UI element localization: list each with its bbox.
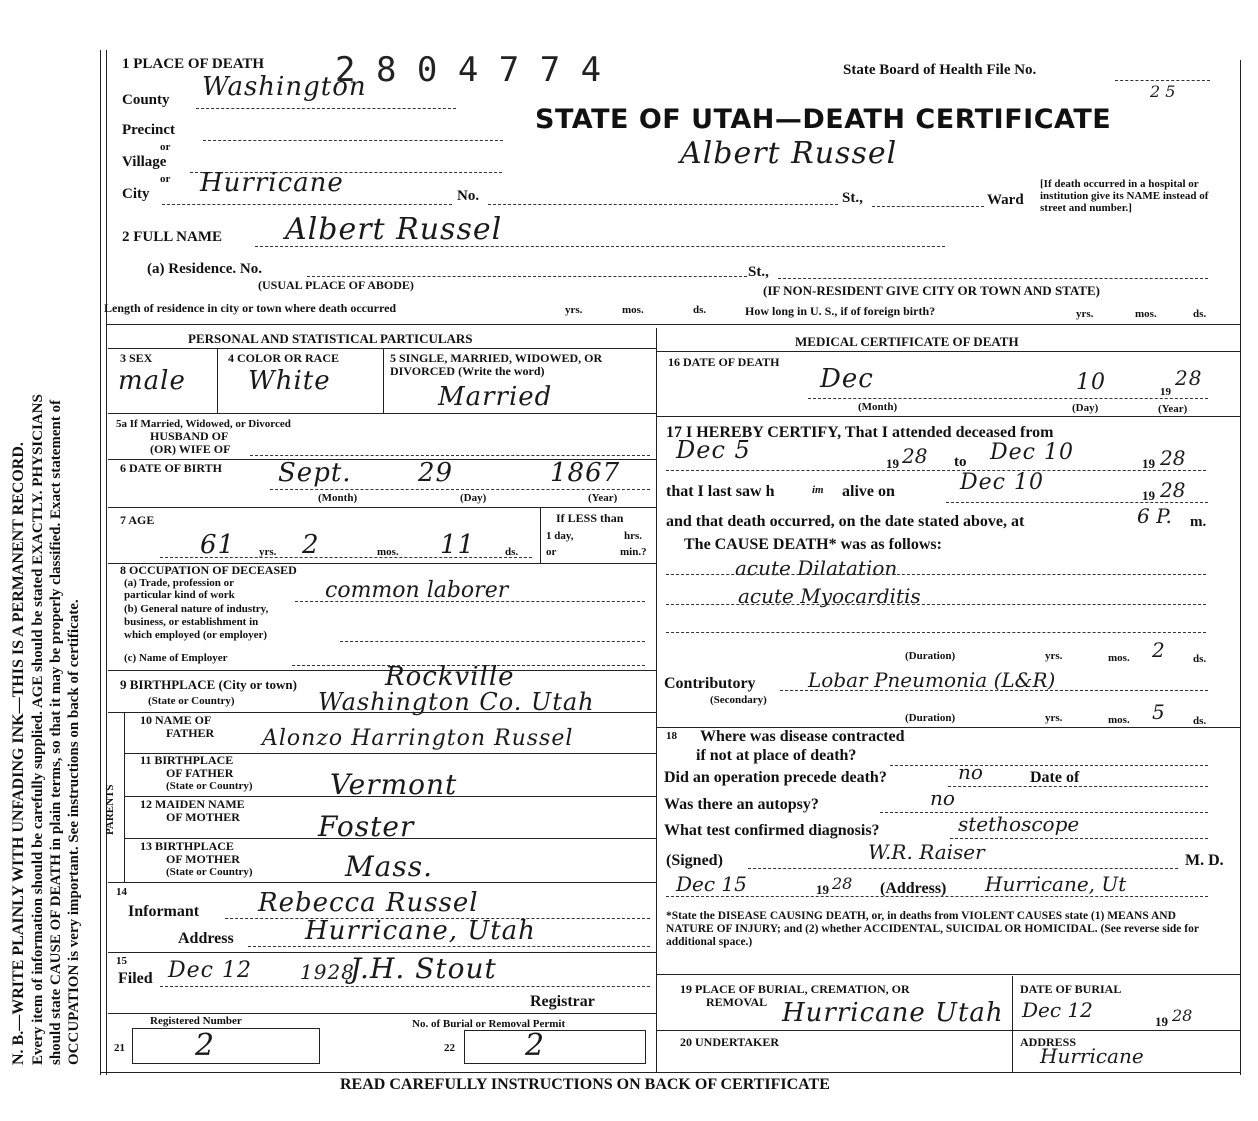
informant-label: Informant [128,903,200,920]
test-value: stethoscope [958,812,1080,836]
last-saw-year: 28 [1160,478,1186,502]
full-name-value: Albert Russel [285,212,503,247]
birthplace-state: Washington Co. Utah [318,688,595,716]
or-1: or [160,141,171,153]
filed-label: Filed [118,970,153,987]
residence-label: (a) Residence. No. [147,261,262,277]
burial-date: Dec 12 [1022,998,1093,1022]
filed-year: 1928 [300,960,355,984]
operation-line [948,786,1208,787]
footer-instructions: READ CAREFULLY INSTRUCTIONS ON BACK OF CERTIFICATE [340,1076,830,1093]
residence-sub: (USUAL PLACE OF ABODE) [258,278,414,292]
occ-b2: business, or establishment in [124,616,259,628]
filed-line [160,986,650,987]
burial-rule [656,1030,1240,1031]
reg-num-box [132,1028,320,1064]
row3-rule [108,413,656,414]
less-than: If LESS than [556,511,624,525]
city-label: City [122,186,150,202]
form-right-border [1240,60,1241,1075]
last-saw-alive: alive on [842,483,895,500]
operation-label: Did an operation precede death? [664,769,887,786]
duration-1-months: 2 [1152,638,1165,662]
duration-2-mos: mos. [1108,714,1130,726]
occupation-value: common laborer [325,578,509,603]
residence-line [307,276,747,277]
reg-num-prefix: 21 [114,1042,125,1054]
to-year: 28 [1160,446,1186,470]
birthplace-label: 9 BIRTHPLACE (City or town) [120,677,297,692]
mother-bp-rule [108,882,656,883]
sign-address-line [666,896,1208,897]
autopsy-value: no [930,786,955,810]
q18-line-1: Where was disease contracted [700,728,905,745]
last-saw-line [946,502,1208,503]
burial-place-label-1: 19 PLACE OF BURIAL, CREMATION, OR [680,982,910,996]
dob-line [270,489,650,490]
sign-year-prefix: 19 [816,882,829,897]
duration-2: (Duration) [905,712,956,724]
county-label: County [122,92,170,108]
ward-label: Ward [987,192,1024,208]
age-line [160,557,532,558]
dob-month-cap: (Month) [318,492,358,504]
precinct-line [203,140,503,141]
md-label: M. D. [1185,852,1224,869]
burial-permit-label: No. of Burial or Removal Permit [412,1018,566,1030]
employer-industry-line [340,641,645,642]
residence-st-line [778,278,1208,279]
spouse-label-3: (OR) WIFE OF [150,442,231,456]
age-months: 2 [302,530,320,560]
hospital-note: [If death occurred in a hospital or institution give its NAME instead of street and number.] [1040,178,1209,214]
dod-day-cap: (Day) [1072,402,1099,414]
father-bp-label-2: OF FATHER [166,766,234,780]
duration-2-ds: ds. [1193,715,1207,727]
dod-year: 28 [1175,366,1203,390]
residence-st-label: St., [748,264,769,280]
age-mos-cap: mos. [377,546,399,558]
address-label: Address [178,930,234,947]
age-ds-cap: ds. [505,546,519,558]
file-no-value: 2 5 [1150,82,1176,101]
mother-bp-label-1: 13 BIRTHPLACE [140,839,234,853]
place-of-death-label: 1 PLACE OF DEATH [122,56,265,72]
birthplace-city: Rockville [385,662,515,692]
color-label: 4 COLOR OR RACE [228,351,340,365]
address-line [248,946,650,947]
contributory-value: Lobar Pneumonia (L&R) [808,668,1056,692]
mother-label-1: 12 MAIDEN NAME [140,797,245,811]
sign-address: Hurricane, Ut [985,872,1127,896]
length-ds: ds. [693,304,707,316]
footnote-rule [656,974,1240,975]
full-name-label: 2 FULL NAME [122,229,223,245]
operation-value: no [958,760,983,784]
father-value: Alonzo Harrington Russel [262,726,574,751]
last-saw-label: that I last saw h [666,483,775,500]
precinct-label: Precinct [122,122,176,138]
cause-3-line [666,632,1206,633]
occ-c: (c) Name of Employer [124,652,228,664]
registered-number: 2 [195,1028,216,1063]
burial-place-label-2: REMOVAL [706,995,768,1009]
sex-value: male [118,366,186,396]
min-cap: min.? [620,546,647,558]
dod-month-cap: (Month) [858,401,898,413]
burial-divider [1012,976,1013,1072]
burial-permit-number: 2 [525,1028,546,1063]
row15-rule [108,1013,656,1014]
mother-birthplace: Mass. [345,850,434,883]
q18-line-2: if not at place of death? [696,747,857,764]
occ-a2: particular kind of work [124,589,235,601]
mother-label-2: OF MOTHER [166,810,240,824]
city-line [162,204,452,205]
occupation-label: 8 OCCUPATION OF DECEASED [120,563,297,577]
to-year-prefix: 19 [1142,456,1155,471]
undertaker-address: Hurricane [1040,1044,1144,1068]
occ-b1: (b) General nature of industry, [124,603,269,615]
father-label-2: FATHER [166,726,215,740]
spouse-label-2: HUSBAND OF [150,429,229,443]
color-divider [383,349,384,413]
header-name: Albert Russel [680,136,898,171]
cause-2-line [666,604,1206,605]
dod-year-cap: (Year) [1158,403,1188,415]
m-label: m. [1190,514,1207,530]
attended-line [666,470,1206,471]
burial-year: 28 [1172,1006,1193,1025]
one-day: 1 day, [546,530,574,542]
registrar-label: Registrar [530,993,595,1010]
spouse-label-1: 5a If Married, Widowed, or Divorced [116,418,291,430]
or-min: or [546,546,557,558]
st-label: St., [842,190,863,206]
test-line [950,838,1208,839]
signed-value: W.R. Raiser [868,840,985,864]
sign-address-label: (Address) [880,880,947,897]
center-divider [656,328,657,1072]
row8-rule [108,670,656,671]
color-value: White [248,366,331,396]
dob-year: 1867 [550,458,621,488]
county-line [196,108,456,109]
dod-line [808,398,1208,399]
duration-2-yrs: yrs. [1045,712,1063,724]
parents-bar [124,712,125,882]
cause-1-line [666,574,1206,575]
cause-2: acute Myocarditis [738,584,921,608]
mother-bp-label-3: (State or Country) [166,866,253,878]
medical-header: MEDICAL CERTIFICATE OF DEATH [795,334,1019,349]
row6-rule [108,507,656,508]
sign-year: 28 [832,874,853,893]
age-days: 11 [440,530,476,560]
how-long-ds: ds. [1193,308,1207,320]
st-line [872,206,984,207]
burial-year-prefix: 19 [1155,1014,1168,1029]
burial-place: Hurricane Utah [782,998,1004,1028]
age-years: 61 [200,530,236,560]
stamp-number: 2 8 0 4 7 7 4 [335,50,602,90]
duration-1: (Duration) [905,650,956,662]
signed-line [748,868,1178,869]
or-2: or [160,173,171,185]
margin-warning-1: N. B.—WRITE PLAINLY WITH UNFADING INK—THIS IS A PERMANENT RECORD. [10,442,27,1065]
personal-header: PERSONAL AND STATISTICAL PARTICULARS [188,331,473,346]
occ-b3: which employed (or employer) [124,629,268,641]
from-year: 28 [902,444,928,468]
dod-year-prefix: 19 [1160,386,1171,398]
file-no-label: State Board of Health File No. [843,62,1037,78]
margin-warning-2: Every item of information should be carefully supplied. AGE should be stated EXACTLY. PHYSICIANS [30,394,46,1065]
dob-month: Sept. [278,458,352,488]
length-yrs: yrs. [565,304,583,316]
margin-warning-3: should state CAUSE OF DEATH in plain terms, so that it may be properly classified. Exact statement of [48,399,64,1065]
to-date: Dec 10 [990,440,1074,465]
age-yrs-cap: yrs. [259,546,277,558]
dod-rule [656,416,1240,417]
no-line [488,204,838,205]
last-saw-date: Dec 10 [960,470,1044,495]
how-long-mos: mos. [1135,308,1157,320]
how-long-label: How long in U. S., if of foreign birth? [745,304,936,318]
father-bp-label-1: 11 BIRTHPLACE [140,753,234,767]
medical-header-rule [656,351,1240,352]
occurred-label: and that death occurred, on the date stated above, at [666,513,1025,530]
file-no-line [1115,80,1210,81]
section-divider [106,324,1240,325]
city-value: Hurricane [200,168,344,198]
mother-value: Foster [318,810,415,843]
father-bp-label-3: (State or Country) [166,780,253,792]
undertaker-label: 20 UNDERTAKER [680,1035,780,1049]
age-divider [540,508,541,563]
undertaker-address-label: ADDRESS [1020,1035,1077,1049]
occupation-line [295,601,645,602]
personal-header-rule [108,348,656,349]
cause-1: acute Dilatation [735,556,898,580]
certify-line: 17 I HEREBY CERTIFY, That I attended deceased from [666,424,1054,441]
marital-value: Married [438,382,553,412]
burial-num-box [464,1030,646,1064]
to-label: to [954,454,967,470]
age-label: 7 AGE [120,513,155,527]
contributory-label: Contributory [664,675,756,692]
death-time: 6 P. [1137,504,1172,528]
dod-label: 16 DATE OF DEATH [668,355,780,369]
dob-day-cap: (Day) [460,492,487,504]
dob-label: 6 DATE OF BIRTH [120,461,222,475]
length-mos: mos. [622,304,644,316]
from-year-prefix: 19 [886,456,899,471]
cause-footnote: *State the DISEASE CAUSING DEATH, or, in deaths from VIOLENT CAUSES state (1) MEANS AND NATURE OF INJURY; and (2) whether ACCIDENTAL, SUICIDAL OR HOMICIDAL. (See reverse side for additional space.) [666,910,1199,948]
registrar-signature: J.H. Stout [350,952,497,985]
informant-value: Rebecca Russel [258,888,479,918]
dod-month: Dec [820,364,874,394]
filed-num: 15 [116,955,127,967]
birthplace-sub: (State or Country) [148,695,235,707]
mother-bp-label-2: OF MOTHER [166,852,240,866]
last-saw-him: im [812,484,824,496]
form-left-border-inner [106,50,107,1075]
q18-num: 18 [666,730,677,742]
q18-line [890,765,1208,766]
dod-day: 10 [1076,370,1106,395]
form-bottom-border [100,1072,1240,1073]
length-label: Length of residence in city or town where death occurred [104,301,397,315]
cause-intro: The CAUSE DEATH* was as follows: [684,536,942,553]
father-birthplace: Vermont [330,768,458,801]
hrs-cap: hrs. [624,530,643,542]
sign-date: Dec 15 [676,872,747,896]
sex-label: 3 SEX [120,351,153,365]
filed-date: Dec 12 [168,958,252,983]
how-long-yrs: yrs. [1076,308,1094,320]
autopsy-label: Was there an autopsy? [664,796,819,813]
burial-num-prefix: 22 [444,1042,455,1054]
occ-a1: (a) Trade, profession or [124,577,234,589]
informant-num: 14 [116,886,127,898]
burial-date-label: DATE OF BURIAL [1020,982,1122,996]
last-saw-prefix: 19 [1142,488,1155,503]
spouse-line [250,455,650,456]
father-label-1: 10 NAME OF [140,713,212,727]
signed-label: (Signed) [666,852,723,869]
county-value: Washington [202,72,367,102]
duration-2-months: 5 [1152,700,1165,724]
from-date: Dec 5 [676,436,751,464]
test-label: What test confirmed diagnosis? [664,822,880,839]
contributory-sub: (Secondary) [710,694,767,706]
address-value: Hurricane, Utah [305,916,536,946]
village-label: Village [122,154,167,170]
form-left-border [100,50,101,1075]
contributory-line [780,690,1208,691]
duration-1-yrs: yrs. [1045,650,1063,662]
parents-tag: PARENTS [104,784,116,835]
nonres-note: (IF NON-RESIDENT GIVE CITY OR TOWN AND STATE) [763,283,1100,298]
sex-divider [217,349,218,413]
duration-1-mos: mos. [1108,652,1130,664]
marital-label: 5 SINGLE, MARRIED, WIDOWED, OR DIVORCED (Write the word) [390,351,603,378]
form-title: STATE OF UTAH—DEATH CERTIFICATE [535,104,1112,135]
dob-year-cap: (Year) [588,492,618,504]
no-label: No. [457,188,480,204]
date-of-label: Date of [1030,769,1080,786]
margin-warning-4: OCCUPATION is very important. See instructions on back of certificate. [66,599,82,1065]
dob-day: 29 [418,458,454,488]
registered-number-label: Registered Number [150,1015,242,1027]
duration-1-ds: ds. [1193,653,1207,665]
